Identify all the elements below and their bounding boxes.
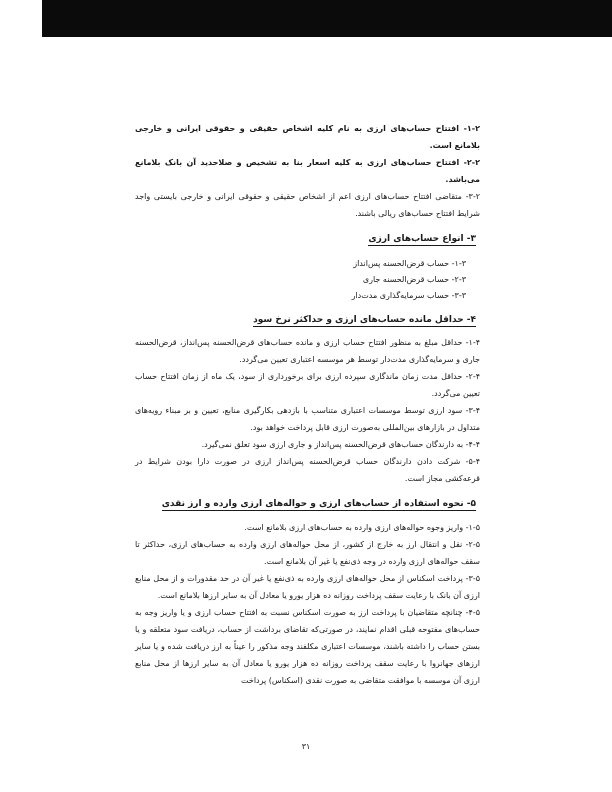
para-2-2: ۲-۲- افتتاح حساب‌های ارزی به کلیه اسعار بنا به تشخیص و صلاحدید آن بانک بلامانع می‌باشد. [135,158,480,184]
para-5-3: ۳-۵- پرداخت اسکناس از محل حواله‌های ارزی وارده به ذی‌نفع یا غیر آن در حد مقدورات و از محل منابع ارزی آن بانک با رعایت سقف پرداخت روزانه ده هزار یورو یا معادل آن به سایر ارزها بلامانع است. [135,574,480,600]
list-item-3-1: ۱-۳- حساب قرض‌الحسنه پس‌انداز [353,259,466,268]
para-5-2: ۲-۵- نقل و انتقال ارز به خارج از کشور، از محل حواله‌های ارزی وارده به حساب‌های ارزی، حداکثر تا سقف حواله‌های ارزی وارده در وجه ذی‌نفع یا غیر آن بلامانع است. [135,540,480,566]
section-3-heading: ۳- انواع حساب‌های ارزی [368,234,476,244]
section-5-heading: ۵- نحوه استفاده از حساب‌های ارزی و حواله‌های ارزی وارده و ارز نقدی [161,499,476,509]
para-5-1: ۱-۵- واریز وجوه حواله‌های ارزی وارده به حساب‌های ارزی بلامانع است. [244,523,480,532]
section-4-heading: ۴- حداقل مانده حساب‌های ارزی و حداکثر نرخ سود [253,315,476,325]
list-item-3-3: ۳-۳- حساب سرمایه‌گذاری مدت‌دار [351,291,466,300]
para-4-1: ۱-۴- حداقل مبلغ به منظور افتتاح حساب ارزی و مانده حساب‌های قرض‌الحسنه پس‌انداز، قرض‌الحسنه جاری و سرمایه‌گذاری مدت‌دار توسط هر موسسه اعتباری تعیین می‌گردد. [135,338,480,364]
scan-top-bar [42,0,612,37]
para-4-2: ۲-۴- حداقل مدت زمان ماندگاری سپرده ارزی برای برخورداری از سود، یک ماه از زمان افتتاح حساب تعیین می‌گردد. [135,372,480,398]
document-body [135,120,480,689]
para-2-1: ۱-۲- افتتاح حساب‌های ارزی به نام کلیه اشخاص حقیقی و حقوقی ایرانی و خارجی بلامانع است. [135,124,480,150]
page-number: ۳۱ [301,742,311,751]
para-5-4: ۴-۵- چنانچه متقاضیان با پرداخت ارز به صورت اسکناس نسبت به افتتاح حساب ارزی و یا واریز وجه به حساب‌های مفتوحه قبلی اقدام نمایند، در صورتی‌که تقاضای برداشت از حساب، دریافت سود متعلقه و یا بستن حساب را داشته باشند، موسسات اعتباری مکلفند وجه مذکور را عیناً به ارز دریافت شده و یا سایر ارزهای جهانروا با رعایت سقف پرداخت روزانه ده هزار یورو یا معادل آن به سایر ارزها از محل منابع ارزی آن موسسه با موافقت متقاضی به صورت نقدی (اسکناس) پرداخت [135,608,480,685]
list-item-3-2: ۲-۳- حساب قرض‌الحسنه جاری [362,275,466,284]
para-4-5: ۵-۴- شرکت دادن دارندگان حساب قرض‌الحسنه پس‌انداز ارزی در صورت دارا بودن شرایط در قرعه‌کشی مجاز است. [135,457,480,483]
para-2-3: ۳-۲- متقاضی افتتاح حساب‌های ارزی اعم از اشخاص حقیقی و حقوقی ایرانی و خارجی بایستی واجد شرایط افتتاح حساب‌های ریالی باشند. [135,192,480,218]
para-4-3: ۳-۴- سود ارزی توسط موسسات اعتباری متناسب با بازدهی بکارگیری منابع، تعیین و بر مبناء رویه‌های متداول در بازارهای بین‌المللی به‌صورت ارزی قابل پرداخت خواهد بود. [135,406,480,432]
para-4-4: ۴-۴- به دارندگان حساب‌های قرض‌الحسنه پس‌انداز و جاری ارزی سود تعلق نمی‌گیرد. [201,440,480,449]
